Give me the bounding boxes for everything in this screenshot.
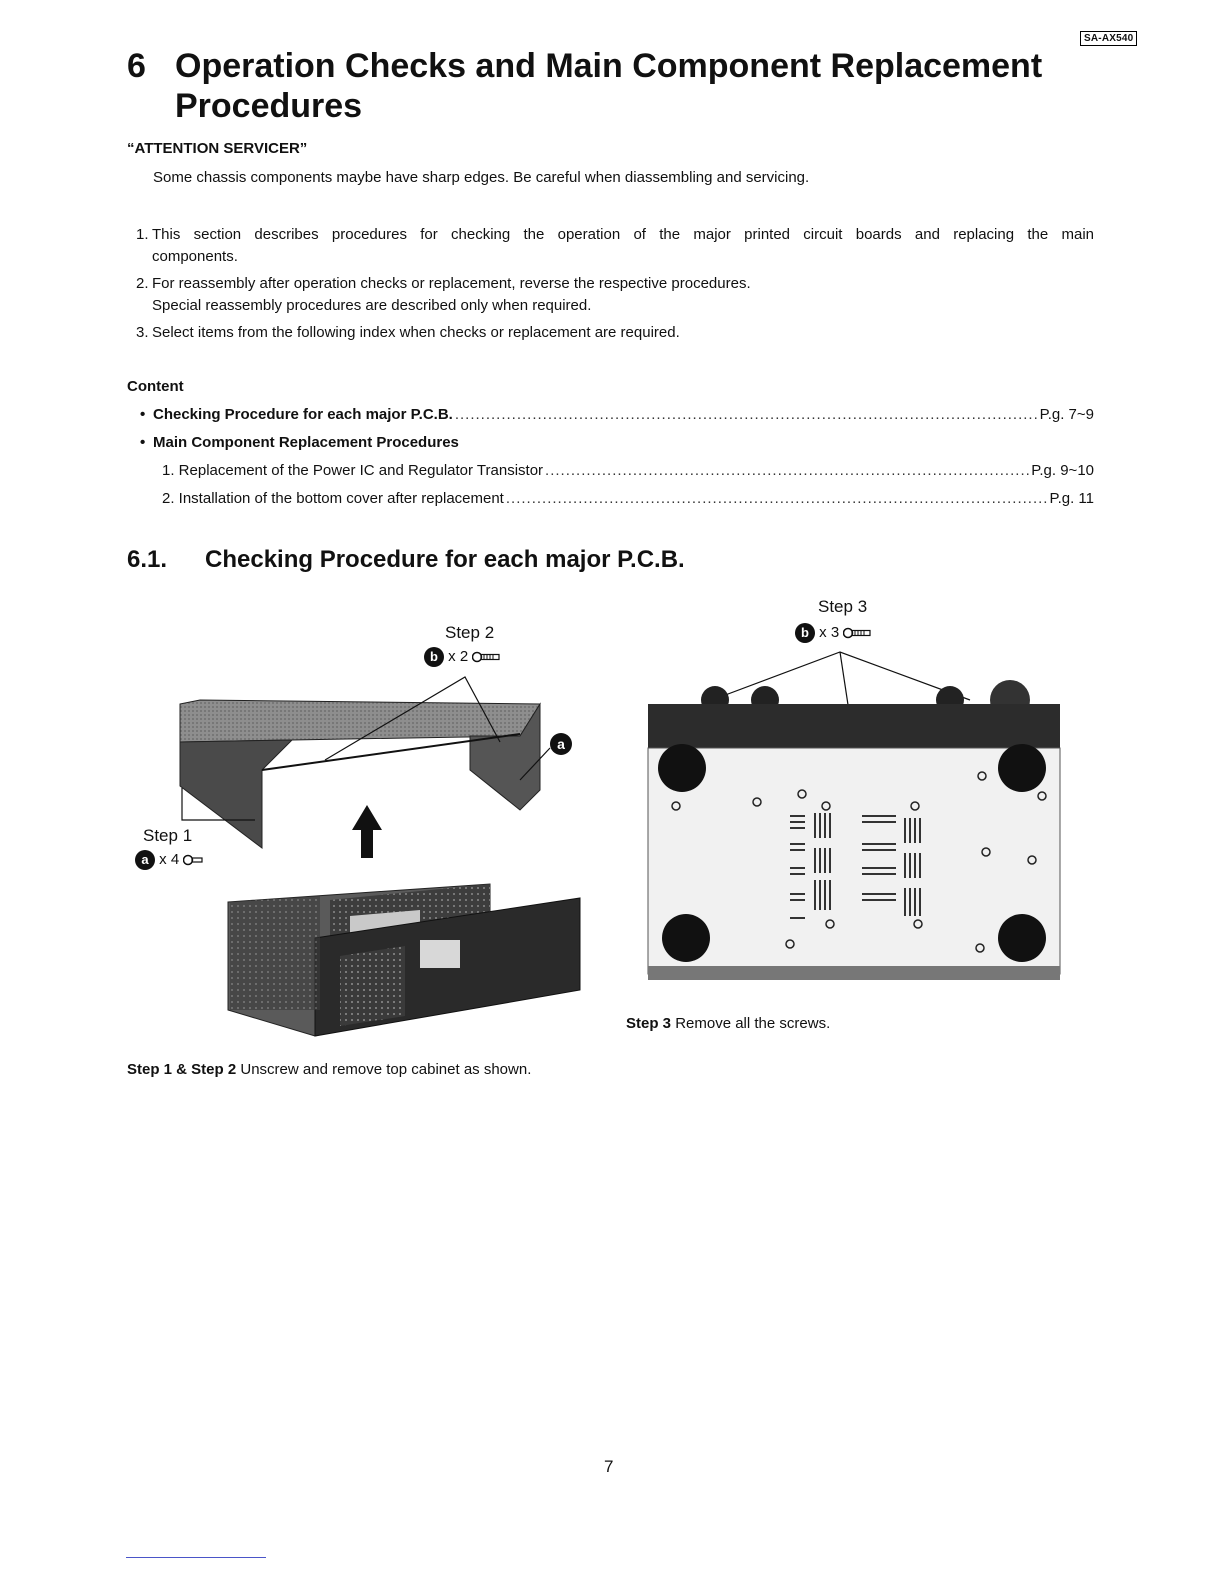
bottom-view-illustration [640,648,1070,988]
note-item [136,224,1094,268]
note-text-cont: Special reassembly procedures are described only when required. [152,297,592,314]
caption-step-ref: Step 1 & Step 2 [127,1061,237,1078]
attention-heading: “ATTENTION SERVICER” [127,140,308,157]
toc-entry[interactable] [162,462,1094,479]
note-text: This section describes procedures for checking the operation of the major printed circuit boards and replacing the main [152,226,1094,243]
note-text: For reassembly after operation checks or replacement, reverse the respective procedures. [152,275,751,292]
section-title: Checking Procedure for each major P.C.B. [205,546,685,573]
footer-rule [126,1557,266,1558]
badge-b-icon: b [424,647,444,667]
badge-b-icon: b [795,623,815,643]
chapter-number: 6 [127,47,146,85]
toc-leader [455,406,1038,423]
section-number: 6.1. [127,546,168,573]
top-cabinet-removal-illustration [140,670,600,1040]
toc-page: P.g. 9~10 [1031,462,1094,479]
content-heading: Content [127,378,184,395]
caption-text: Unscrew and remove top cabinet as shown. [240,1061,532,1078]
caption-text: Remove all the screws. [675,1015,831,1032]
notes-list [136,224,1094,344]
toc-label: Checking Procedure for each major P.C.B. [153,406,453,423]
callout-a-badge: a [557,736,565,752]
step3-label: Step 3 [818,597,868,616]
step3-screw-spec [795,623,873,643]
note-number: 2. [136,275,149,292]
step2-screw-spec [424,647,502,667]
toc-label: 1. Replacement of the Power IC and Regulator Transistor [162,462,544,479]
bullet-icon: • [140,434,146,451]
step1-screw-spec [135,850,205,870]
screw-icon [472,651,502,663]
step1-count: x 4 [159,850,180,868]
note-text: Select items from the following index when checks or replacement are required. [152,324,680,341]
step3-count: x 3 [819,623,840,641]
note-text-cont: components. [152,248,238,265]
chapter-title-text: Operation Checks and Main Component Replacement Procedures [175,47,1043,125]
note-item [136,322,1094,344]
badge-a-icon: a [135,850,155,870]
note-number: 3. [136,324,149,341]
toc-leader [506,490,1048,507]
step1-label: Step 1 [143,826,193,845]
bullet-icon: • [140,406,146,423]
toc-label: Main Component Replacement Procedures [153,434,459,451]
toc-entry[interactable] [140,406,1094,423]
toc-entry[interactable] [162,490,1094,507]
step2-label: Step 2 [445,623,495,642]
toc-entry [140,434,1094,451]
note-number: 1. [136,226,149,243]
figure-right-caption [626,1015,830,1032]
toc-label: 2. Installation of the bottom cover after replacement [162,490,504,507]
toc-leader [545,462,1029,479]
toc-page: P.g. 11 [1049,490,1094,507]
screw-icon [843,627,873,639]
model-tag: SA-AX540 [1080,31,1137,46]
figure-left-caption [127,1061,531,1078]
caption-step-ref: Step 3 [626,1015,672,1032]
attention-body: Some chassis components maybe have sharp edges. Be careful when diassembling and servicing. [153,169,810,186]
page-number: 7 [604,1457,614,1476]
step2-count: x 2 [448,647,469,665]
screw-icon [183,854,205,866]
note-item [136,273,1094,317]
toc-page: P.g. 7~9 [1039,406,1094,423]
